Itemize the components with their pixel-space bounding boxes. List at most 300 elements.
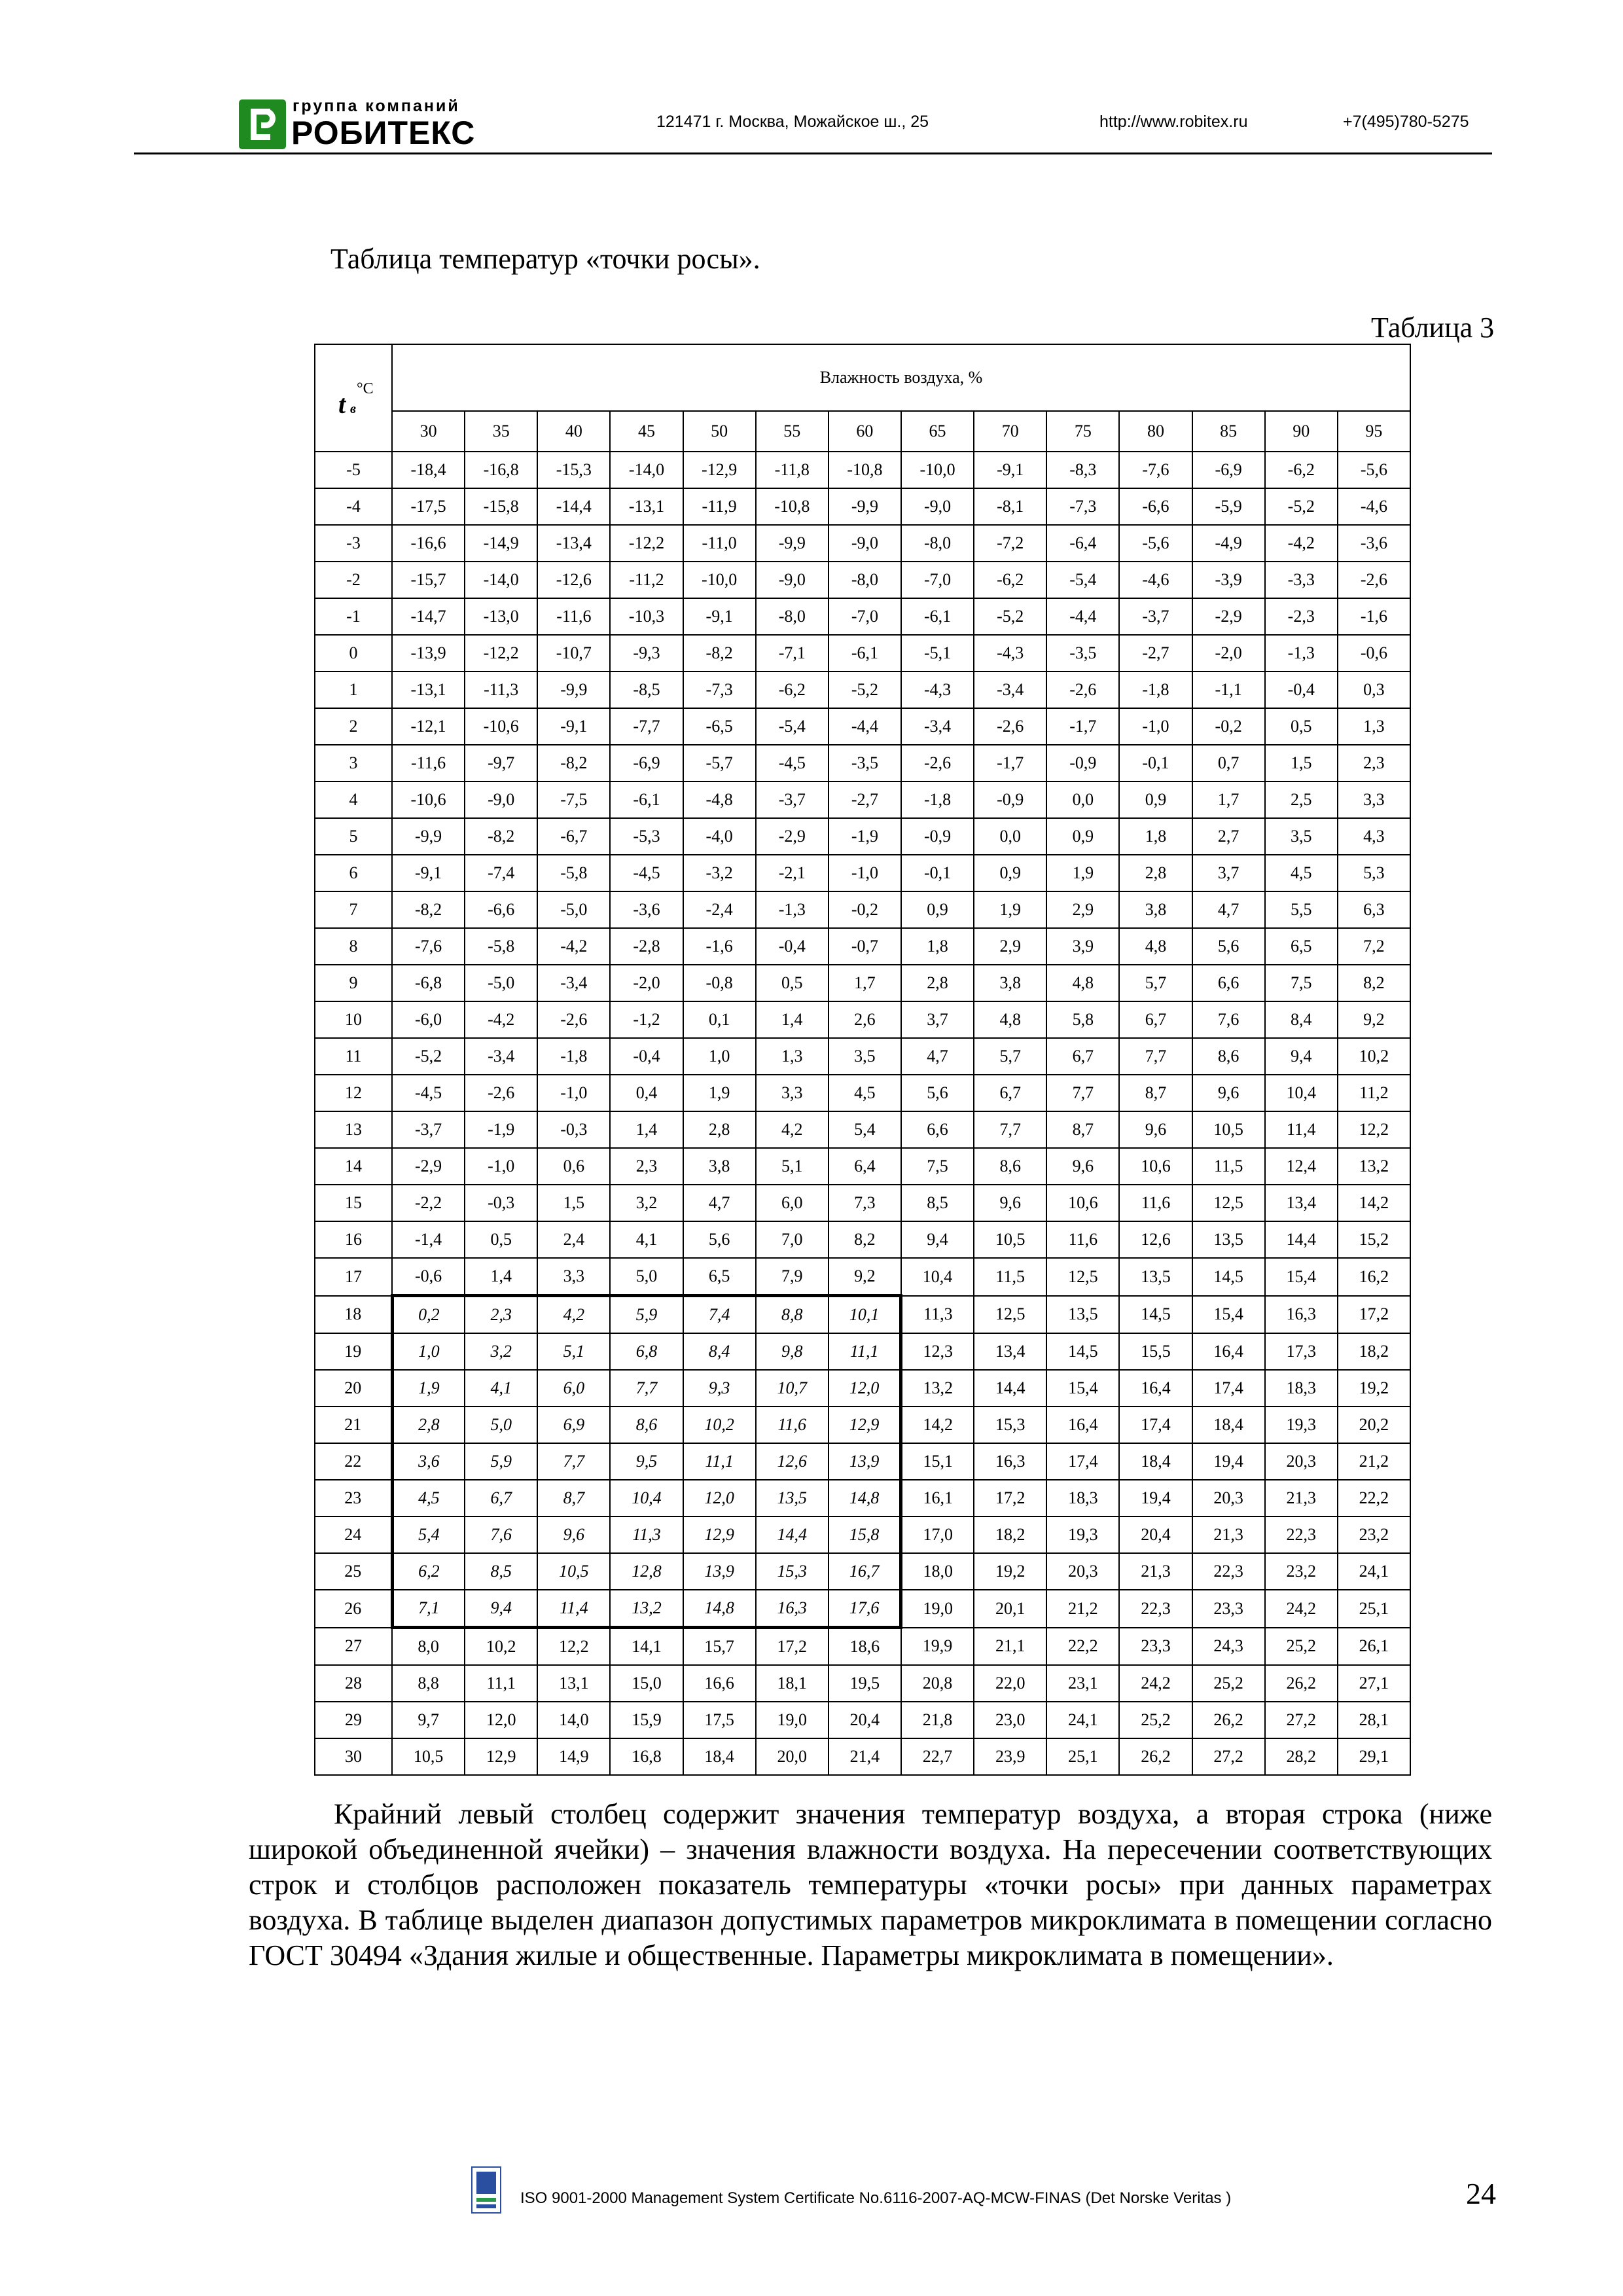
dew-point-cell: 22,3 xyxy=(1192,1553,1265,1590)
dew-point-cell: 26,2 xyxy=(1265,1665,1338,1702)
humidity-value: 95 xyxy=(1338,411,1410,452)
dew-point-cell: -6,6 xyxy=(465,891,537,928)
dew-point-cell: 24,3 xyxy=(1192,1628,1265,1666)
dew-point-cell: 4,3 xyxy=(1338,818,1410,855)
dew-point-cell: 21,3 xyxy=(1119,1553,1192,1590)
air-temperature-cell: 10 xyxy=(315,1001,392,1038)
dew-point-cell: 20,3 xyxy=(1192,1480,1265,1516)
dew-point-cell: 14,4 xyxy=(756,1516,829,1553)
dew-point-cell: 21,3 xyxy=(1192,1516,1265,1553)
dew-point-cell: 6,4 xyxy=(829,1148,901,1185)
dew-point-cell: 23,0 xyxy=(974,1702,1046,1738)
dew-point-cell: 29,1 xyxy=(1338,1738,1410,1775)
certificate-text: ISO 9001-2000 Management System Certificate No.6116-2007-AQ-MCW-FINAS (Det Norske Veritas ) xyxy=(520,2189,1232,2207)
table-row xyxy=(315,1296,1410,1334)
dew-point-cell: 26,2 xyxy=(1192,1702,1265,1738)
dew-point-cell: -1,7 xyxy=(1046,708,1119,745)
dew-point-cell: 1,8 xyxy=(901,928,974,965)
dew-point-cell: 6,2 xyxy=(392,1553,465,1590)
dew-point-cell: -7,6 xyxy=(392,928,465,965)
dew-point-cell: 8,0 xyxy=(392,1628,465,1666)
dew-point-cell: 9,6 xyxy=(537,1516,610,1553)
temperature-symbol: t xyxy=(338,389,346,419)
dew-point-cell: 9,4 xyxy=(901,1221,974,1258)
dew-point-cell: 17,2 xyxy=(974,1480,1046,1516)
dew-point-cell: 4,2 xyxy=(756,1111,829,1148)
dew-point-cell: -14,0 xyxy=(610,452,683,488)
table-row xyxy=(315,1443,1410,1480)
dew-point-cell: 5,6 xyxy=(901,1075,974,1111)
dew-point-cell: -0,3 xyxy=(465,1185,537,1221)
dew-point-cell: 4,7 xyxy=(901,1038,974,1075)
dew-point-cell: 0,5 xyxy=(1265,708,1338,745)
dew-point-cell: -12,2 xyxy=(610,525,683,562)
dew-point-cell: -2,2 xyxy=(392,1185,465,1221)
dew-point-cell: 10,2 xyxy=(1338,1038,1410,1075)
dew-point-cell: 2,9 xyxy=(1046,891,1119,928)
dew-point-cell: 19,0 xyxy=(901,1590,974,1628)
page-heading: Таблица температур «точки росы». xyxy=(330,243,760,275)
dew-point-cell: -1,0 xyxy=(829,855,901,891)
dew-point-cell: 24,2 xyxy=(1265,1590,1338,1628)
dew-point-cell: -9,1 xyxy=(683,598,756,635)
dew-point-cell: 9,7 xyxy=(392,1702,465,1738)
dew-point-cell: 17,2 xyxy=(756,1628,829,1666)
dew-point-table-container xyxy=(314,344,1411,1776)
dew-point-cell: -14,9 xyxy=(465,525,537,562)
dew-point-cell: -6,1 xyxy=(901,598,974,635)
dew-point-cell: 12,9 xyxy=(683,1516,756,1553)
dew-point-cell: -2,6 xyxy=(1338,562,1410,598)
table-row xyxy=(315,1590,1410,1628)
dew-point-cell: -3,4 xyxy=(537,965,610,1001)
table-row xyxy=(315,1702,1410,1738)
table-row xyxy=(315,672,1410,708)
air-temperature-cell: 11 xyxy=(315,1038,392,1075)
dew-point-cell: 22,0 xyxy=(974,1665,1046,1702)
dew-point-cell: -9,1 xyxy=(974,452,1046,488)
dew-point-cell: -6,2 xyxy=(1265,452,1338,488)
table-row xyxy=(315,1185,1410,1221)
dew-point-cell: 16,6 xyxy=(683,1665,756,1702)
dew-point-cell: 6,7 xyxy=(1119,1001,1192,1038)
dew-point-cell: 17,3 xyxy=(1265,1333,1338,1370)
dew-point-cell: -2,7 xyxy=(829,781,901,818)
dew-point-cell: -0,1 xyxy=(1119,745,1192,781)
dew-point-cell: 6,5 xyxy=(1265,928,1338,965)
dew-point-cell: 7,7 xyxy=(610,1370,683,1407)
dew-point-cell: -14,7 xyxy=(392,598,465,635)
dew-point-cell: 16,3 xyxy=(1265,1296,1338,1334)
dew-point-cell: -1,4 xyxy=(392,1221,465,1258)
dew-point-cell: 16,7 xyxy=(829,1553,901,1590)
logo-title: РОБИТЕКС xyxy=(291,115,476,151)
dew-point-cell: 1,9 xyxy=(392,1370,465,1407)
humidity-value: 40 xyxy=(537,411,610,452)
dew-point-cell: 6,6 xyxy=(1192,965,1265,1001)
dew-point-cell: 19,4 xyxy=(1192,1443,1265,1480)
dew-point-cell: 8,2 xyxy=(1338,965,1410,1001)
dew-point-cell: 22,7 xyxy=(901,1738,974,1775)
dew-point-cell: 8,6 xyxy=(1192,1038,1265,1075)
dew-point-cell: 7,2 xyxy=(1338,928,1410,965)
dew-point-cell: 22,3 xyxy=(1265,1516,1338,1553)
dew-point-cell: 4,8 xyxy=(1119,928,1192,965)
dew-point-cell: -4,3 xyxy=(901,672,974,708)
dew-point-cell: 2,8 xyxy=(1119,855,1192,891)
dew-point-cell: 25,2 xyxy=(1265,1628,1338,1666)
explanation-text: Крайний левый столбец содержит значения температур воздуха, а вторая строка (ниже широкой объединенной ячейки) – значения влажности воздуха. На пересечении соответствующих строк и столбцов расположен показатель температуры «точки росы» при данных параметрах воздуха. В таблице выделен диапазон допустимых параметров микроклимата в помещении согласно ГОСТ 30494 «Здания жилые и общественные. Параметры микроклимата в помещении». xyxy=(249,1798,1492,1971)
dew-point-cell: 14,9 xyxy=(537,1738,610,1775)
dew-point-cell: -9,0 xyxy=(756,562,829,598)
dew-point-cell: -1,6 xyxy=(683,928,756,965)
dew-point-cell: 11,3 xyxy=(610,1516,683,1553)
dew-point-cell: -14,0 xyxy=(465,562,537,598)
dew-point-cell: -0,1 xyxy=(901,855,974,891)
dew-point-cell: 3,2 xyxy=(610,1185,683,1221)
humidity-value: 75 xyxy=(1046,411,1119,452)
air-temperature-cell: 13 xyxy=(315,1111,392,1148)
table-row xyxy=(315,1148,1410,1185)
air-temperature-cell: 2 xyxy=(315,708,392,745)
dew-point-cell: 0,9 xyxy=(974,855,1046,891)
air-temperature-cell: 1 xyxy=(315,672,392,708)
dew-point-cell: -7,3 xyxy=(683,672,756,708)
dew-point-cell: 16,8 xyxy=(610,1738,683,1775)
dew-point-cell: -10,6 xyxy=(392,781,465,818)
dew-point-cell: -0,3 xyxy=(537,1111,610,1148)
dew-point-cell: -7,6 xyxy=(1119,452,1192,488)
dew-point-cell: -13,9 xyxy=(392,635,465,672)
dew-point-cell: -0,6 xyxy=(1338,635,1410,672)
dew-point-cell: 7,3 xyxy=(829,1185,901,1221)
dew-point-cell: -8,0 xyxy=(829,562,901,598)
dew-point-cell: 1,5 xyxy=(1265,745,1338,781)
dew-point-cell: 1,8 xyxy=(1119,818,1192,855)
humidity-values-row xyxy=(315,411,1410,452)
dew-point-cell: 15,2 xyxy=(1338,1221,1410,1258)
dew-point-cell: -7,7 xyxy=(610,708,683,745)
dew-point-cell: -12,2 xyxy=(465,635,537,672)
table-row xyxy=(315,1516,1410,1553)
air-temperature-cell: -5 xyxy=(315,452,392,488)
dew-point-cell: 12,9 xyxy=(829,1407,901,1443)
dew-point-cell: 0,7 xyxy=(1192,745,1265,781)
dew-point-cell: 6,0 xyxy=(756,1185,829,1221)
air-temperature-cell: 27 xyxy=(315,1628,392,1666)
temperature-subscript: в xyxy=(350,401,356,416)
dew-point-cell: 11,1 xyxy=(465,1665,537,1702)
dew-point-cell: 12,5 xyxy=(1192,1185,1265,1221)
dew-point-cell: -2,8 xyxy=(610,928,683,965)
dew-point-cell: 3,8 xyxy=(683,1148,756,1185)
table-row xyxy=(315,452,1410,488)
dew-point-cell: 1,9 xyxy=(683,1075,756,1111)
dew-point-cell: 21,3 xyxy=(1265,1480,1338,1516)
dew-point-cell: 1,0 xyxy=(683,1038,756,1075)
dew-point-cell: 7,7 xyxy=(537,1443,610,1480)
dew-point-cell: 14,8 xyxy=(683,1590,756,1628)
dew-point-cell: 9,6 xyxy=(1046,1148,1119,1185)
dew-point-cell: -1,9 xyxy=(465,1111,537,1148)
dew-point-cell: -5,2 xyxy=(392,1038,465,1075)
dew-point-cell: 8,5 xyxy=(901,1185,974,1221)
dew-point-cell: 8,8 xyxy=(756,1296,829,1334)
air-temperature-cell: -4 xyxy=(315,488,392,525)
robitex-logo-icon xyxy=(239,99,286,149)
dew-point-cell: 14,5 xyxy=(1046,1333,1119,1370)
dew-point-cell: 17,6 xyxy=(829,1590,901,1628)
dew-point-cell: -11,3 xyxy=(465,672,537,708)
dew-point-cell: 15,3 xyxy=(756,1553,829,1590)
dew-point-cell: -8,2 xyxy=(465,818,537,855)
dew-point-cell: -0,4 xyxy=(1265,672,1338,708)
dew-point-cell: 14,4 xyxy=(1265,1221,1338,1258)
dew-point-cell: 2,9 xyxy=(974,928,1046,965)
dew-point-cell: 5,9 xyxy=(610,1296,683,1334)
dew-point-cell: -4,0 xyxy=(683,818,756,855)
dew-point-cell: 17,4 xyxy=(1119,1407,1192,1443)
table-row xyxy=(315,1370,1410,1407)
company-logo xyxy=(239,97,476,152)
dew-point-cell: 28,2 xyxy=(1265,1738,1338,1775)
humidity-value: 30 xyxy=(392,411,465,452)
dew-point-cell: -3,7 xyxy=(1119,598,1192,635)
dew-point-cell: 1,4 xyxy=(465,1258,537,1296)
dew-point-cell: 2,6 xyxy=(829,1001,901,1038)
humidity-value: 35 xyxy=(465,411,537,452)
dew-point-cell: 9,4 xyxy=(1265,1038,1338,1075)
dew-point-cell: 9,6 xyxy=(1119,1111,1192,1148)
dew-point-cell: -15,8 xyxy=(465,488,537,525)
air-temperature-cell: 14 xyxy=(315,1148,392,1185)
dew-point-cell: -11,8 xyxy=(756,452,829,488)
dew-point-cell: 17,2 xyxy=(1338,1296,1410,1334)
logo-subtitle: группа компаний xyxy=(293,97,460,115)
humidity-value: 60 xyxy=(829,411,901,452)
dew-point-cell: 13,2 xyxy=(610,1590,683,1628)
dew-point-cell: 20,3 xyxy=(1265,1443,1338,1480)
dew-point-cell: -4,3 xyxy=(974,635,1046,672)
dew-point-cell: 9,5 xyxy=(610,1443,683,1480)
air-temperature-cell: 28 xyxy=(315,1665,392,1702)
dew-point-cell: 2,8 xyxy=(683,1111,756,1148)
humidity-value: 50 xyxy=(683,411,756,452)
dew-point-cell: -14,4 xyxy=(537,488,610,525)
dew-point-cell: 16,3 xyxy=(756,1590,829,1628)
dew-point-cell: -5,8 xyxy=(537,855,610,891)
air-temperature-cell: 5 xyxy=(315,818,392,855)
temperature-column-header xyxy=(315,344,392,452)
table-row xyxy=(315,928,1410,965)
dew-point-cell: -16,6 xyxy=(392,525,465,562)
dew-point-cell: -4,4 xyxy=(829,708,901,745)
dew-point-cell: 11,5 xyxy=(974,1258,1046,1296)
dew-point-cell: -3,4 xyxy=(901,708,974,745)
dew-point-cell: 4,7 xyxy=(1192,891,1265,928)
header-divider xyxy=(134,152,1492,154)
dew-point-cell: -15,7 xyxy=(392,562,465,598)
dew-point-cell: -2,7 xyxy=(1119,635,1192,672)
dew-point-cell: 9,6 xyxy=(1192,1075,1265,1111)
air-temperature-cell: 6 xyxy=(315,855,392,891)
dew-point-cell: -13,1 xyxy=(610,488,683,525)
dew-point-cell: 19,2 xyxy=(974,1553,1046,1590)
dew-point-cell: 0,3 xyxy=(1338,672,1410,708)
dew-point-cell: -11,0 xyxy=(683,525,756,562)
certification-badge-icon xyxy=(471,2166,501,2214)
dew-point-cell: 0,9 xyxy=(901,891,974,928)
dew-point-cell: 18,4 xyxy=(1119,1443,1192,1480)
dew-point-cell: 8,7 xyxy=(1119,1075,1192,1111)
dew-point-cell: 10,2 xyxy=(465,1628,537,1666)
dew-point-cell: 11,4 xyxy=(1265,1111,1338,1148)
dew-point-cell: -7,5 xyxy=(537,781,610,818)
dew-point-cell: 5,7 xyxy=(1119,965,1192,1001)
dew-point-cell: 10,1 xyxy=(829,1296,901,1334)
dew-point-cell: -8,0 xyxy=(756,598,829,635)
dew-point-cell: 4,1 xyxy=(610,1221,683,1258)
dew-point-cell: -3,2 xyxy=(683,855,756,891)
dew-point-cell: -1,0 xyxy=(465,1148,537,1185)
dew-point-cell: 14,5 xyxy=(1119,1296,1192,1334)
dew-point-cell: 5,4 xyxy=(392,1516,465,1553)
dew-point-cell: 19,5 xyxy=(829,1665,901,1702)
table-row xyxy=(315,891,1410,928)
dew-point-cell: 1,7 xyxy=(829,965,901,1001)
dew-point-cell: -6,2 xyxy=(756,672,829,708)
dew-point-cell: -8,2 xyxy=(392,891,465,928)
dew-point-cell: 4,8 xyxy=(1046,965,1119,1001)
dew-point-cell: -2,6 xyxy=(974,708,1046,745)
dew-point-cell: -5,2 xyxy=(829,672,901,708)
dew-point-cell: -5,2 xyxy=(1265,488,1338,525)
table-row xyxy=(315,635,1410,672)
dew-point-cell: 3,3 xyxy=(537,1258,610,1296)
dew-point-cell: 23,3 xyxy=(1192,1590,1265,1628)
air-temperature-cell: 20 xyxy=(315,1370,392,1407)
dew-point-cell: 13,2 xyxy=(1338,1148,1410,1185)
dew-point-cell: -7,0 xyxy=(901,562,974,598)
dew-point-cell: 3,5 xyxy=(1265,818,1338,855)
dew-point-cell: -1,3 xyxy=(1265,635,1338,672)
dew-point-cell: 3,9 xyxy=(1046,928,1119,965)
dew-point-cell: -2,6 xyxy=(1046,672,1119,708)
dew-point-cell: 12,4 xyxy=(1265,1148,1338,1185)
table-row xyxy=(315,855,1410,891)
dew-point-cell: 19,2 xyxy=(1338,1370,1410,1407)
dew-point-cell: 21,2 xyxy=(1046,1590,1119,1628)
dew-point-cell: 16,4 xyxy=(1119,1370,1192,1407)
dew-point-cell: 14,5 xyxy=(1192,1258,1265,1296)
dew-point-cell: 17,0 xyxy=(901,1516,974,1553)
dew-point-cell: -7,3 xyxy=(1046,488,1119,525)
dew-point-cell: 23,1 xyxy=(1046,1665,1119,1702)
dew-point-cell: 4,1 xyxy=(465,1370,537,1407)
dew-point-cell: -9,0 xyxy=(829,525,901,562)
dew-point-cell: -15,3 xyxy=(537,452,610,488)
dew-point-cell: -6,9 xyxy=(610,745,683,781)
dew-point-cell: -1,8 xyxy=(901,781,974,818)
dew-point-cell: 3,7 xyxy=(1192,855,1265,891)
dew-point-cell: -11,6 xyxy=(392,745,465,781)
dew-point-cell: -9,0 xyxy=(901,488,974,525)
dew-point-cell: -3,6 xyxy=(610,891,683,928)
dew-point-cell: -0,6 xyxy=(392,1258,465,1296)
dew-point-cell: 3,7 xyxy=(901,1001,974,1038)
dew-point-cell: 10,4 xyxy=(610,1480,683,1516)
dew-point-cell: 6,8 xyxy=(610,1333,683,1370)
dew-point-cell: 6,7 xyxy=(465,1480,537,1516)
dew-point-cell: 14,4 xyxy=(974,1370,1046,1407)
dew-point-cell: 11,1 xyxy=(829,1333,901,1370)
table-row xyxy=(315,1258,1410,1296)
dew-point-cell: -6,2 xyxy=(974,562,1046,598)
air-temperature-cell: 25 xyxy=(315,1553,392,1590)
dew-point-cell: 1,0 xyxy=(392,1333,465,1370)
dew-point-cell: -4,6 xyxy=(1338,488,1410,525)
dew-point-cell: 5,4 xyxy=(829,1111,901,1148)
dew-point-cell: -2,0 xyxy=(610,965,683,1001)
dew-point-cell: 14,0 xyxy=(537,1702,610,1738)
dew-point-cell: 0,0 xyxy=(1046,781,1119,818)
table-row xyxy=(315,1553,1410,1590)
dew-point-cell: -12,1 xyxy=(392,708,465,745)
dew-point-cell: 13,5 xyxy=(1046,1296,1119,1334)
dew-point-cell: 11,5 xyxy=(1192,1148,1265,1185)
dew-point-cell: 11,4 xyxy=(537,1590,610,1628)
air-temperature-cell: 30 xyxy=(315,1738,392,1775)
dew-point-cell: 10,4 xyxy=(901,1258,974,1296)
dew-point-cell: -4,6 xyxy=(1119,562,1192,598)
dew-point-cell: 13,1 xyxy=(537,1665,610,1702)
dew-point-cell: 5,6 xyxy=(1192,928,1265,965)
dew-point-cell: -13,1 xyxy=(392,672,465,708)
dew-point-cell: 19,9 xyxy=(901,1628,974,1666)
dew-point-cell: -11,6 xyxy=(537,598,610,635)
dew-point-cell: 15,5 xyxy=(1119,1333,1192,1370)
dew-point-cell: 18,2 xyxy=(974,1516,1046,1553)
dew-point-cell: 0,6 xyxy=(537,1148,610,1185)
dew-point-cell: 16,4 xyxy=(1046,1407,1119,1443)
dew-point-cell: 8,4 xyxy=(1265,1001,1338,1038)
dew-point-cell: -2,9 xyxy=(1192,598,1265,635)
dew-point-cell: 10,2 xyxy=(683,1407,756,1443)
dew-point-cell: -9,1 xyxy=(392,855,465,891)
dew-point-cell: 7,0 xyxy=(756,1221,829,1258)
dew-point-cell: 0,0 xyxy=(974,818,1046,855)
air-temperature-cell: -3 xyxy=(315,525,392,562)
dew-point-cell: -1,1 xyxy=(1192,672,1265,708)
dew-point-cell: 5,1 xyxy=(537,1333,610,1370)
dew-point-cell: 21,4 xyxy=(829,1738,901,1775)
air-temperature-cell: 18 xyxy=(315,1296,392,1334)
dew-point-cell: -2,9 xyxy=(756,818,829,855)
dew-point-cell: 0,1 xyxy=(683,1001,756,1038)
dew-point-cell: 7,7 xyxy=(974,1111,1046,1148)
dew-point-cell: -6,1 xyxy=(610,781,683,818)
dew-point-cell: -11,9 xyxy=(683,488,756,525)
dew-point-cell: -5,6 xyxy=(1119,525,1192,562)
dew-point-cell: -5,3 xyxy=(610,818,683,855)
air-temperature-cell: 24 xyxy=(315,1516,392,1553)
dew-point-cell: 9,4 xyxy=(465,1590,537,1628)
dew-point-cell: -6,4 xyxy=(1046,525,1119,562)
humidity-value: 65 xyxy=(901,411,974,452)
dew-point-cell: 13,2 xyxy=(901,1370,974,1407)
dew-point-cell: 17,4 xyxy=(1192,1370,1265,1407)
dew-point-cell: 8,8 xyxy=(392,1665,465,1702)
